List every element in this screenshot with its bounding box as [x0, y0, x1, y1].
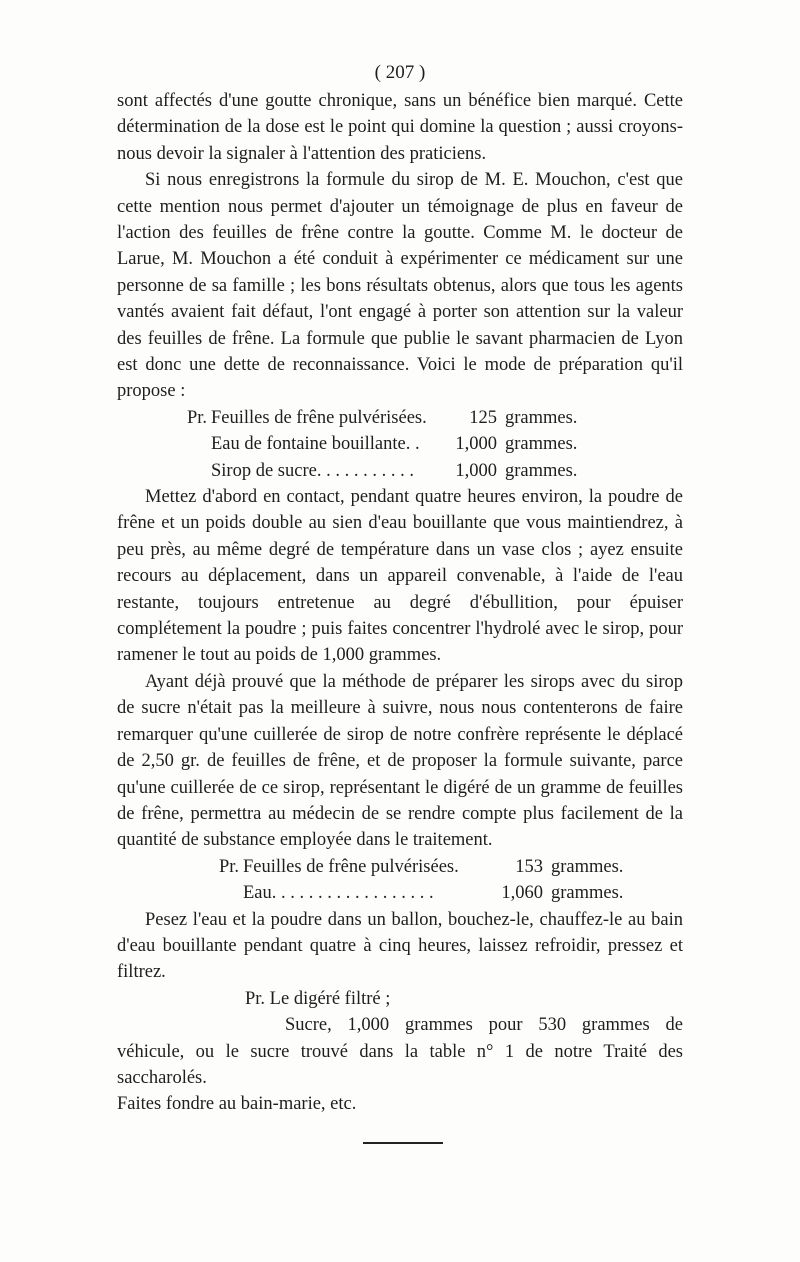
end-rule: [363, 1142, 443, 1144]
recipe-prefix: Pr.: [186, 407, 207, 428]
paragraph: Pesez l'eau et la poudre dans un ballon, bouchez-le, chauffez-le au bain d'eau bouillante pendant quatre à cinq heures, laissez refroidir, pressez et filtrez.: [117, 909, 683, 983]
page-number: ( 207 ): [374, 62, 426, 83]
paragraph: Faites fondre au bain-marie, etc.: [117, 1094, 357, 1115]
recipe-row: [187, 854, 683, 880]
recipe-unit: grammes.: [505, 460, 578, 481]
recipe-ingredient: Eau. . . . . . . . . . . . . . . . . .: [243, 883, 434, 904]
recipe-unit: grammes.: [551, 856, 624, 877]
recipe-row: [161, 405, 683, 431]
recipe-quantity: 125: [469, 407, 497, 428]
paragraph: Ayant déjà prouvé que la méthode de préparer les sirops avec du sirop de sucre n'était pas la meilleure à suivre, nous nous contenterons de faire remarquer qu'une cuillerée de sirop de notre confrère représente le déplacé de 2,50 gr. de feuilles de frêne, et de proposer la formule suivante, parce qu'une cuillerée de ce sirop, représentant le digéré de un gramme de feuilles de frêne, permettra au médecin de se rendre compte plus facilement de la quantité de substance employée dans le traitement.: [117, 671, 683, 851]
recipe-quantity: 1,000: [455, 434, 497, 455]
recipe-row: [161, 458, 683, 484]
recipe-row: [161, 431, 683, 457]
recipe-quantity: 1,000: [455, 460, 497, 481]
recipe-ingredient: Sirop de sucre. . . . . . . . . . .: [211, 460, 414, 481]
recipe-ingredient: Eau de fontaine bouillante. .: [211, 434, 420, 455]
recipe-unit: grammes.: [551, 883, 624, 904]
recipe-row: [187, 880, 683, 906]
paragraph: sont affectés d'une goutte chronique, sans un bénéfice bien marqué. Cette détermination de la dose est le point qui domine la question ; aussi croyons-nous devoir la signaler à l'attention des praticiens.: [117, 91, 683, 164]
recipe-formula-1: [117, 405, 683, 484]
paragraph: Mettez d'abord en contact, pendant quatre heures environ, la poudre de frêne et un poids double au sien d'eau bouillante que vous maintiendrez, à peu près, au même degré de température dans un vase clos ; ayez ensuite recours au déplacement, dans un appareil convenable, à l'aide de l'eau restante, toujours entretenue au degré d'ébullition, pour épuiser complétement la poudre ; puis faites concentrer l'hydrolé avec le sirop, pour ramener le tout au poids de 1,000 grammes.: [117, 487, 683, 666]
recipe-unit: grammes.: [505, 407, 578, 428]
recipe-formula-3-detail: Sucre, 1,000 grammes pour 530 grammes de véhicule, ou le sucre trouvé dans la table n° 1 de notre Traité des saccharolés.: [117, 1015, 683, 1088]
paragraph: Si nous enregistrons la formule du sirop de M. E. Mouchon, c'est que cette mention nous permet d'ajouter un témoignage de plus en faveur de l'action des feuilles de frêne contre la goutte. Comme M. le docteur de Larue, M. Mouchon a été conduit à expérimenter ce médicament sur une personne de sa famille ; les bons résultats obtenus, alors que tous les agents vantés avaient fait défaut, l'ont engagé à porter son attention sur la valeur des feuilles de frêne. La formule que publie le savant pharmacien de Lyon est donc une dette de reconnaissance. Voici le mode de préparation qu'il propose :: [117, 170, 683, 402]
recipe-ingredient: Feuilles de frêne pulvérisées.: [211, 407, 427, 428]
recipe-quantity: 1,060: [501, 883, 543, 904]
recipe-formula-2: [117, 854, 683, 907]
recipe-prefix: Pr.: [218, 856, 239, 877]
page-body: [117, 88, 683, 1118]
recipe-formula-3-line: Pr. Le digéré filtré ;: [245, 988, 391, 1009]
recipe-unit: grammes.: [505, 434, 578, 455]
recipe-ingredient: Feuilles de frêne pulvérisées.: [243, 856, 459, 877]
recipe-quantity: 153: [515, 856, 543, 877]
